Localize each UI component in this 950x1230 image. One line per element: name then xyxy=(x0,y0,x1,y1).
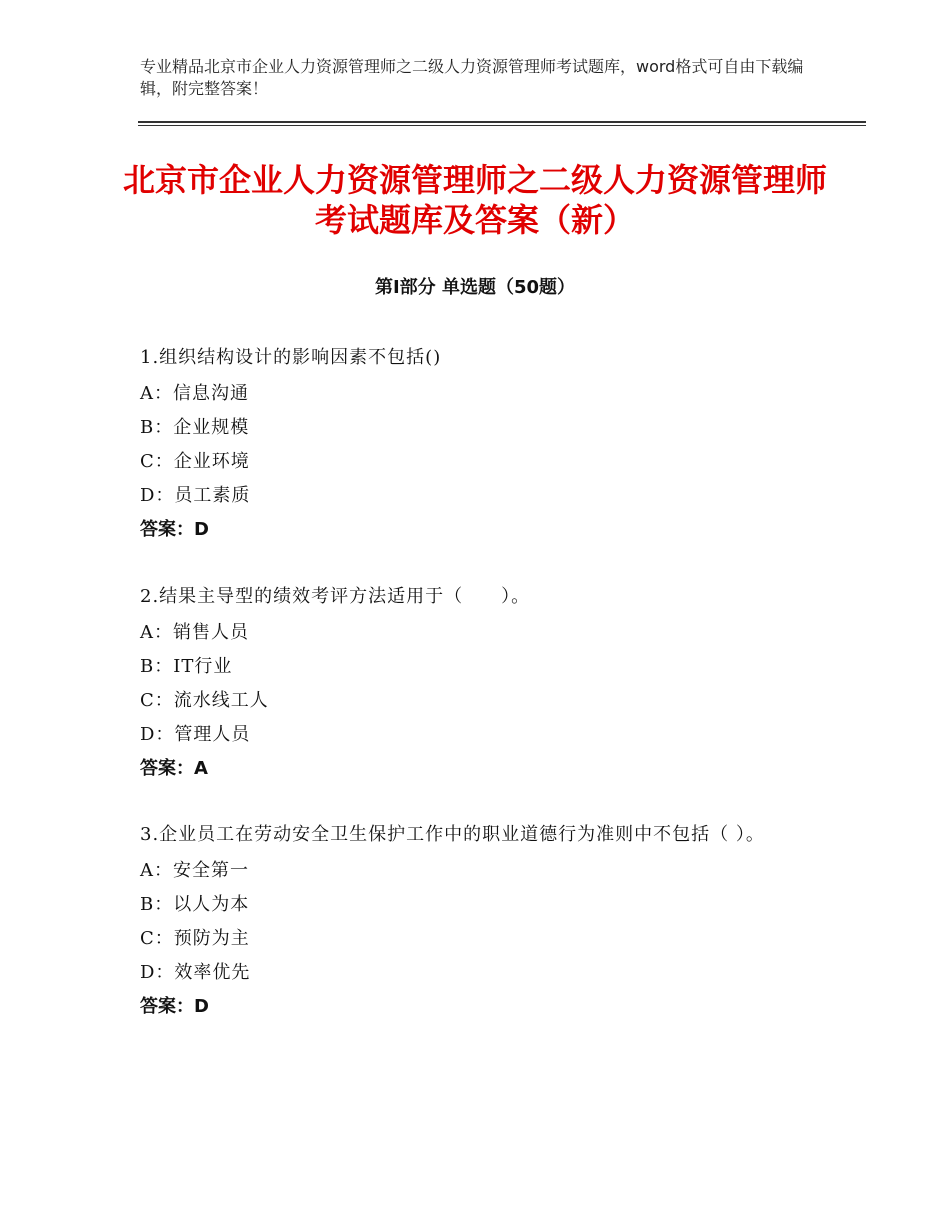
answer: 答案：D xyxy=(140,996,209,1017)
option-b: B：IT行业 xyxy=(140,656,233,677)
document-title: 北京市企业人力资源管理师之二级人力资源管理师考试题库及答案（新） xyxy=(122,161,827,239)
option-b: B：以人为本 xyxy=(140,894,250,915)
question-stem: 2.结果主导型的绩效考评方法适用于（ ）。 xyxy=(140,586,531,607)
option-d: D：员工素质 xyxy=(140,485,251,506)
question-stem: 1.组织结构设计的影响因素不包括() xyxy=(140,347,442,368)
answer: 答案：D xyxy=(140,519,209,540)
option-a: A：信息沟通 xyxy=(140,383,249,404)
option-a: A：安全第一 xyxy=(140,860,249,881)
section-title: 第Ⅰ部分 单选题（50题） xyxy=(374,277,575,298)
option-c: C：预防为主 xyxy=(140,928,250,949)
question-3 xyxy=(140,820,810,1024)
option-c: C：流水线工人 xyxy=(140,690,269,711)
question-2 xyxy=(140,582,810,786)
option-a: A：销售人员 xyxy=(140,622,249,643)
answer: 答案：A xyxy=(140,758,208,779)
question-1 xyxy=(140,343,810,547)
option-d: D：效率优先 xyxy=(140,962,251,983)
header-rule-thick xyxy=(138,121,866,123)
option-c: C：企业环境 xyxy=(140,451,250,472)
header-note: 专业精品北京市企业人力资源管理师之二级人力资源管理师考试题库，word格式可自由下载编辑，附完整答案！ xyxy=(140,57,804,98)
question-stem: 3.企业员工在劳动安全卫生保护工作中的职业道德行为准则中不包括（ ）。 xyxy=(140,824,765,845)
option-d: D：管理人员 xyxy=(140,724,251,745)
option-b: B：企业规模 xyxy=(140,417,250,438)
header-rule-thin xyxy=(138,125,866,126)
